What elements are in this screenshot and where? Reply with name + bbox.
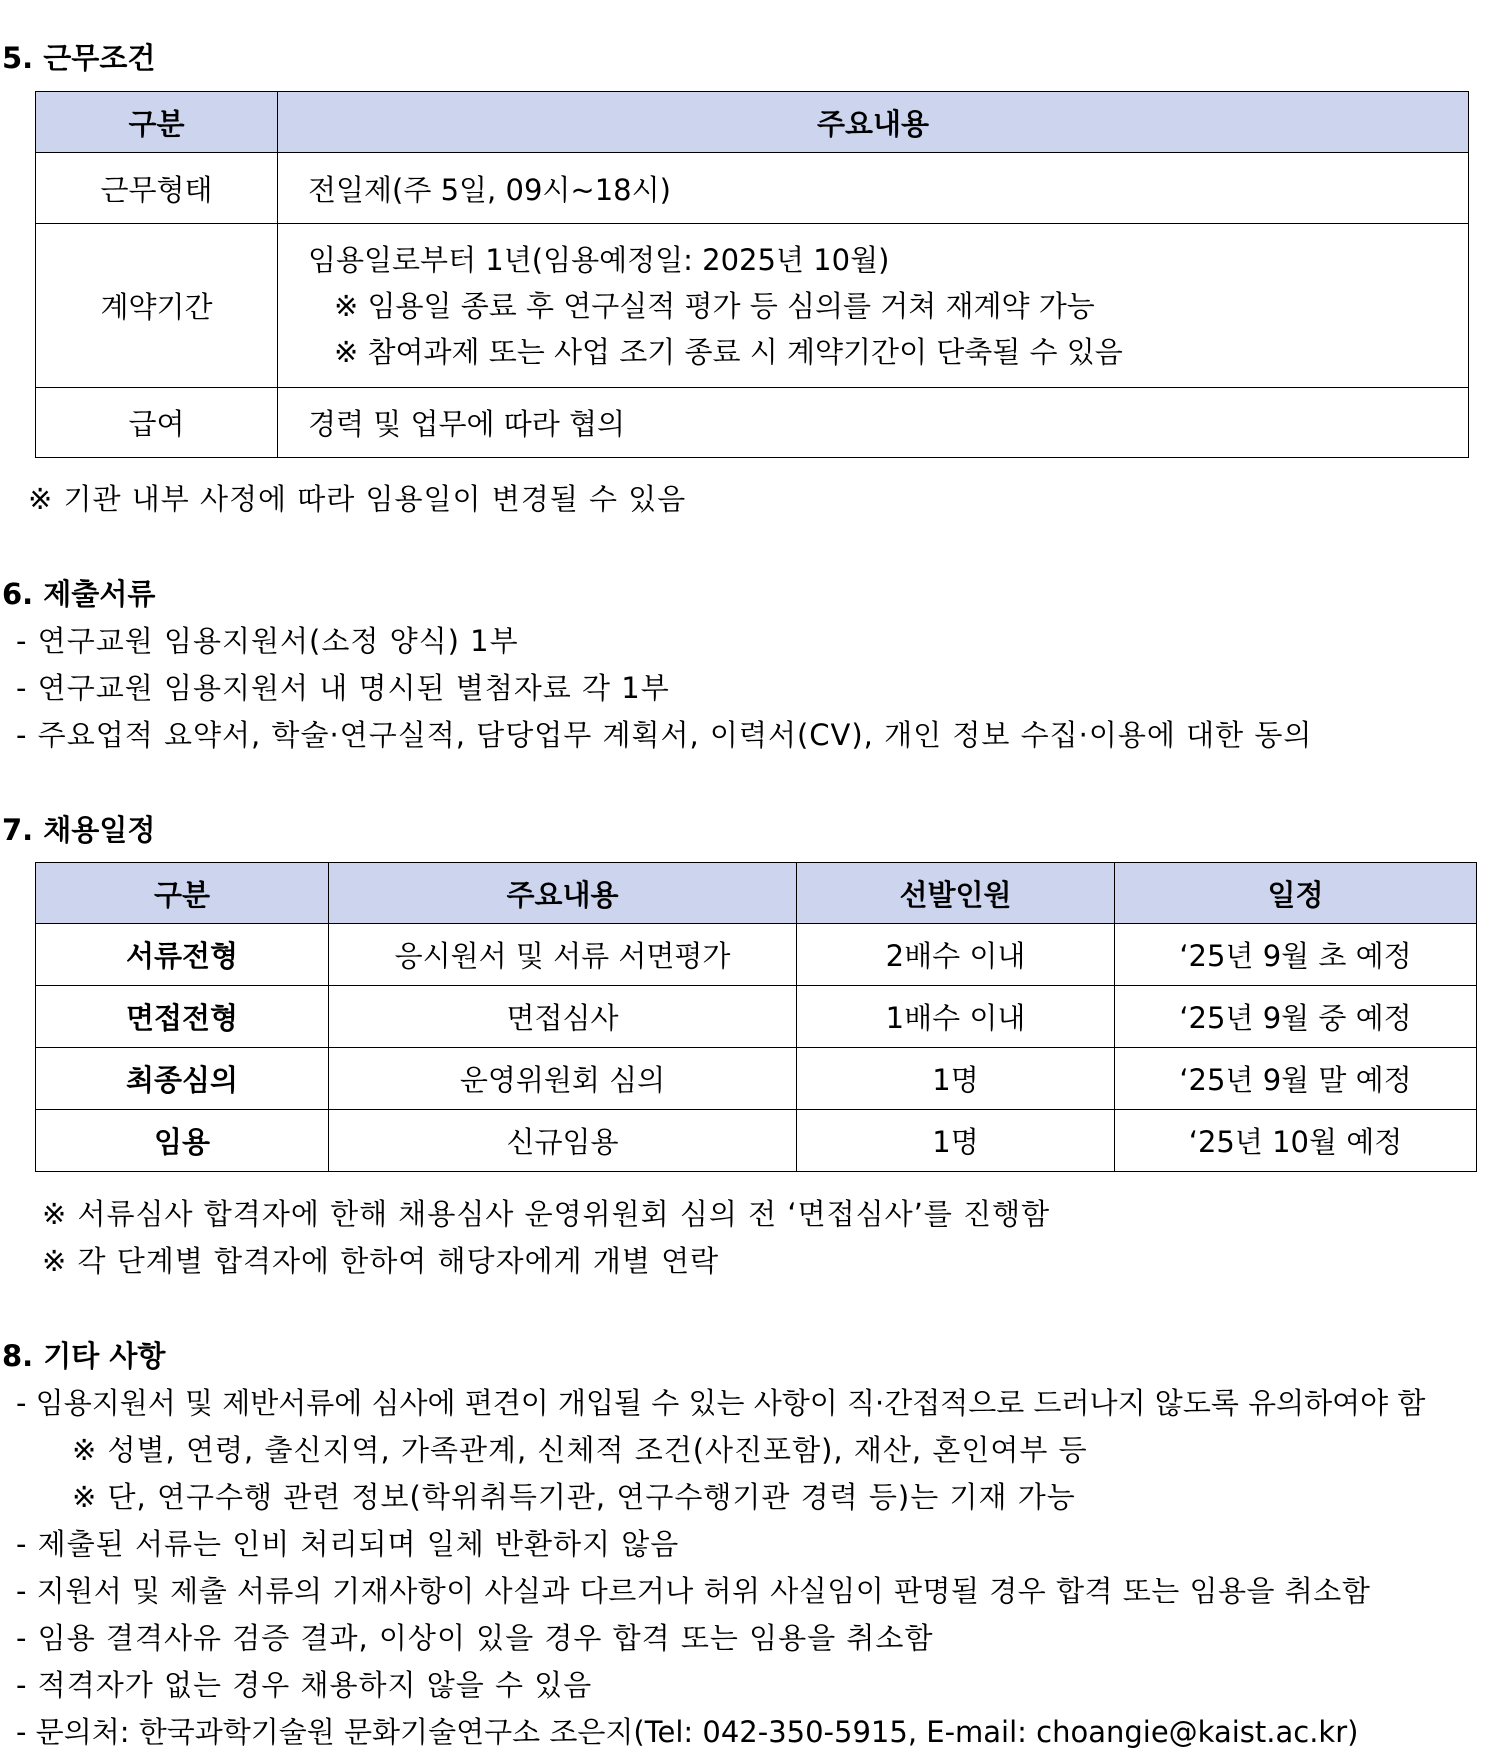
row-label: 급여 xyxy=(36,388,278,458)
stage-name: 최종심의 xyxy=(36,1048,329,1110)
stage-schedule: ‘25년 9월 초 예정 xyxy=(1115,924,1477,986)
stage-schedule: ‘25년 9월 말 예정 xyxy=(1115,1048,1477,1110)
list-item: - 임용 결격사유 검증 결과, 이상이 있을 경우 합격 또는 임용을 취소함 xyxy=(16,1621,934,1655)
list-item: - 연구교원 임용지원서(소정 양식) 1부 xyxy=(16,624,519,658)
table-row xyxy=(36,1048,1477,1110)
section-8-title: 8. 기타 사항 xyxy=(2,1339,166,1373)
stage-name: 서류전형 xyxy=(36,924,329,986)
section-7-title: 7. 채용일정 xyxy=(2,813,156,847)
list-item: - 적격자가 없는 경우 채용하지 않을 수 있음 xyxy=(16,1668,593,1702)
list-subnote: ※ 단, 연구수행 관련 정보(학위취득기관, 연구수행기관 경력 등)는 기재 가능 xyxy=(72,1480,1076,1514)
section-5-note: ※ 기관 내부 사정에 따라 임용일이 변경될 수 있음 xyxy=(28,482,687,516)
stage-content: 신규임용 xyxy=(329,1110,797,1172)
row-content: 전일제(주 5일, 09시~18시) xyxy=(278,153,1469,224)
content-note: ※ 참여과제 또는 사업 조기 종료 시 계약기간이 단축될 수 있음 xyxy=(334,334,1123,369)
stage-headcount: 1배수 이내 xyxy=(797,986,1115,1048)
table-row xyxy=(36,986,1477,1048)
header-content: 주요내용 xyxy=(278,92,1469,153)
list-item: - 임용지원서 및 제반서류에 심사에 편견이 개입될 수 있는 사항이 직·간접적으로 드러나지 않도록 유의하여야 함 xyxy=(16,1386,1426,1420)
stage-headcount: 1명 xyxy=(797,1048,1115,1110)
header-content: 주요내용 xyxy=(329,863,797,924)
stage-name: 면접전형 xyxy=(36,986,329,1048)
row-label: 근무형태 xyxy=(36,153,278,224)
content-line: 임용일로부터 1년(임용예정일: 2025년 10월) xyxy=(308,242,890,277)
stage-schedule: ‘25년 10월 예정 xyxy=(1115,1110,1477,1172)
content-note: ※ 임용일 종료 후 연구실적 평가 등 심의를 거쳐 재계약 가능 xyxy=(334,288,1095,323)
header-category: 구분 xyxy=(36,863,329,924)
row-content: 경력 및 업무에 따라 협의 xyxy=(278,388,1469,458)
schedule-table xyxy=(35,862,1477,1172)
stage-headcount: 1명 xyxy=(797,1110,1115,1172)
row-content xyxy=(278,224,1469,388)
header-category: 구분 xyxy=(36,92,278,153)
stage-headcount: 2배수 이내 xyxy=(797,924,1115,986)
section-5-title: 5. 근무조건 xyxy=(2,41,156,75)
row-label: 계약기간 xyxy=(36,224,278,388)
header-headcount: 선발인원 xyxy=(797,863,1115,924)
stage-schedule: ‘25년 9월 중 예정 xyxy=(1115,986,1477,1048)
list-item: - 연구교원 임용지원서 내 명시된 별첨자료 각 1부 xyxy=(16,671,670,705)
section-6-title: 6. 제출서류 xyxy=(2,577,156,611)
table-row xyxy=(36,1110,1477,1172)
list-subnote: ※ 성별, 연령, 출신지역, 가족관계, 신체적 조건(사진포함), 재산, 혼인여부 등 xyxy=(72,1433,1088,1467)
header-schedule: 일정 xyxy=(1115,863,1477,924)
table-row xyxy=(36,224,1469,388)
table-row xyxy=(36,924,1477,986)
table-row xyxy=(36,388,1469,458)
work-conditions-table xyxy=(35,91,1469,458)
table-row xyxy=(36,153,1469,224)
schedule-note: ※ 서류심사 합격자에 한해 채용심사 운영위원회 심의 전 ‘면접심사’를 진행함 xyxy=(42,1197,1051,1231)
list-item: - 지원서 및 제출 서류의 기재사항이 사실과 다르거나 허위 사실임이 판명될 경우 합격 또는 임용을 취소함 xyxy=(16,1574,1371,1608)
list-item: - 주요업적 요약서, 학술·연구실적, 담당업무 계획서, 이력서(CV), 개인 정보 수집·이용에 대한 동의 xyxy=(16,718,1313,752)
stage-content: 응시원서 및 서류 서면평가 xyxy=(329,924,797,986)
schedule-note: ※ 각 단계별 합격자에 한하여 해당자에게 개별 연락 xyxy=(42,1244,720,1278)
contact-info: - 문의처: 한국과학기술원 문화기술연구소 조은지(Tel: 042-350-5915, E-mail: choangie@kaist.ac.kr) xyxy=(16,1715,1359,1749)
stage-content: 운영위원회 심의 xyxy=(329,1048,797,1110)
stage-content: 면접심사 xyxy=(329,986,797,1048)
list-item: - 제출된 서류는 인비 처리되며 일체 반환하지 않음 xyxy=(16,1527,680,1561)
table-header-row xyxy=(36,92,1469,153)
table-header-row xyxy=(36,863,1477,924)
stage-name: 임용 xyxy=(36,1110,329,1172)
